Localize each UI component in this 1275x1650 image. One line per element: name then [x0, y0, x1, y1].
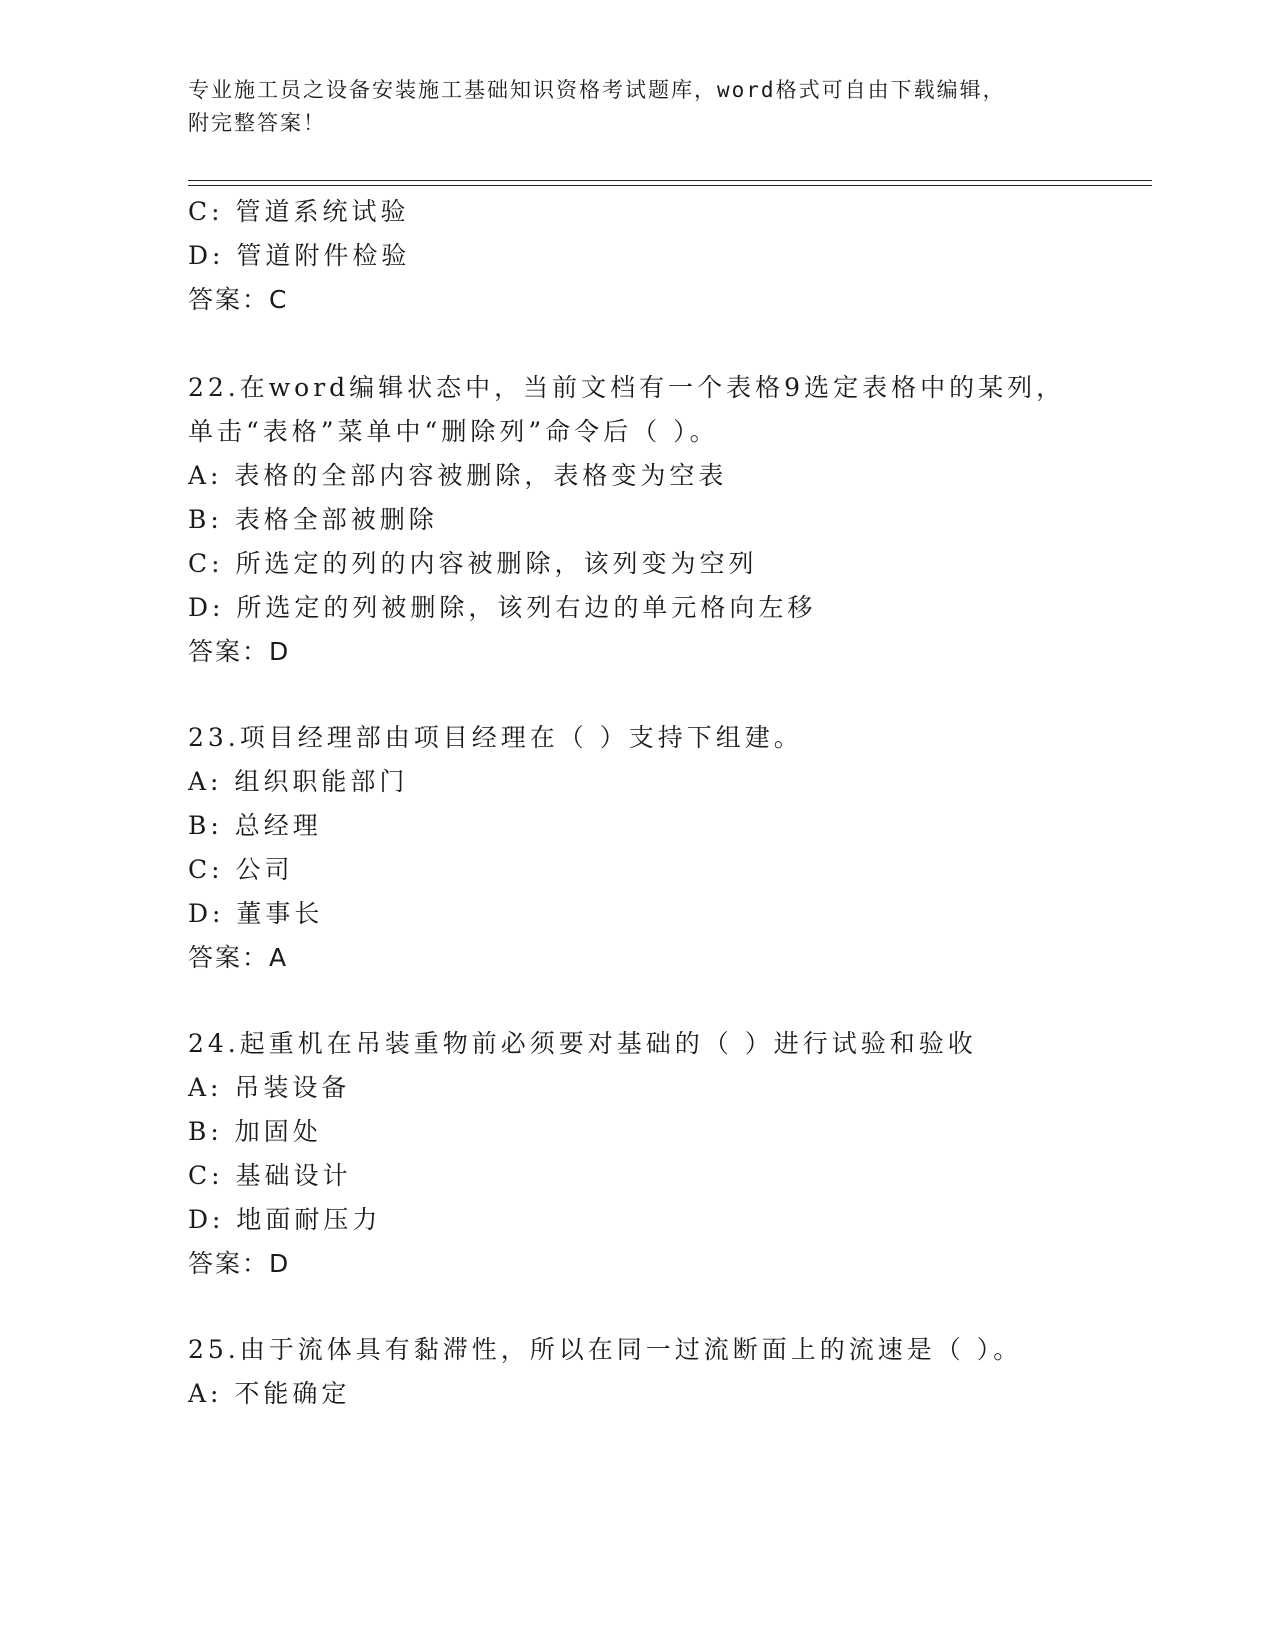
q22-question-line-2: 单击“表格”菜单中“删除列”命令后（ ）。: [188, 417, 719, 446]
q21-option-c: C: 管道系统试验: [188, 197, 410, 226]
q23-question: 23.项目经理部由项目经理在（ ）支持下组建。: [188, 723, 803, 752]
q22-option-b: B: 表格全部被删除: [188, 505, 438, 534]
q21-answer: 答案：C: [188, 285, 289, 314]
header-divider-top: [188, 180, 1152, 181]
q24-option-b: B: 加固处: [188, 1117, 322, 1146]
q24-option-d: D: 地面耐压力: [188, 1205, 382, 1234]
header-line-2: 附完整答案！: [188, 111, 326, 135]
q24-option-a: A: 吊装设备: [188, 1073, 351, 1102]
q23-option-c: C: 公司: [188, 855, 294, 884]
header-line-1: 专业施工员之设备安装施工基础知识资格考试题库，word格式可自由下载编辑，: [188, 78, 1006, 102]
q23-answer: 答案：A: [188, 943, 289, 972]
q23-option-b: B: 总经理: [188, 811, 322, 840]
q24-option-c: C: 基础设计: [188, 1161, 352, 1190]
q24-answer: 答案：D: [188, 1249, 291, 1278]
q22-option-d: D: 所选定的列被删除，该列右边的单元格向左移: [188, 593, 817, 622]
header-divider-bottom: [188, 185, 1152, 186]
q22-option-a: A: 表格的全部内容被删除，表格变为空表: [188, 461, 728, 490]
q25-question: 25.由于流体具有黏滞性，所以在同一过流断面上的流速是（ ）。: [188, 1335, 1023, 1364]
q22-option-c: C: 所选定的列的内容被删除，该列变为空列: [188, 549, 758, 578]
q21-option-d: D: 管道附件检验: [188, 241, 411, 270]
q23-option-a: A: 组织职能部门: [188, 767, 409, 796]
document-header: [188, 74, 1088, 140]
q24-question: 24.起重机在吊装重物前必须要对基础的（ ）进行试验和验收: [188, 1029, 977, 1058]
q25-option-a: A: 不能确定: [188, 1379, 351, 1408]
q23-option-d: D: 董事长: [188, 899, 324, 928]
q22-question-line-1: 22.在word编辑状态中，当前文档有一个表格9选定表格中的某列，: [188, 373, 1066, 402]
q22-answer: 答案：D: [188, 637, 291, 666]
